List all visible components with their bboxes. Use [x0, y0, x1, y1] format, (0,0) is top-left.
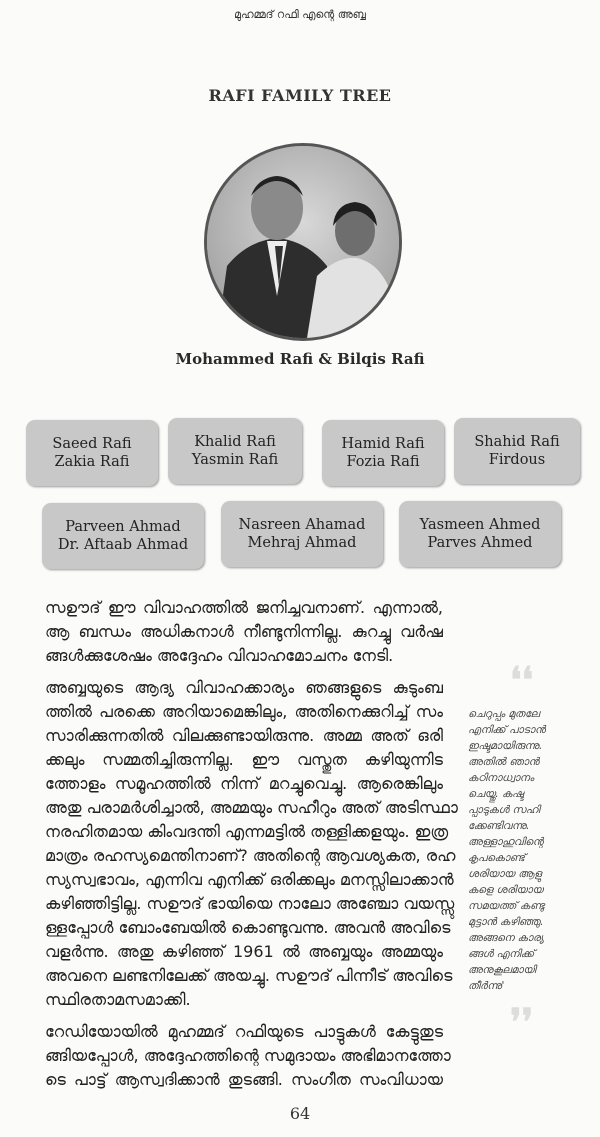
- text-line: ങ്ങിയപ്പോൾ, അദ്ദേഹത്തിന്റെ സമുദായം അഭിമാനത്തോ: [45, 1046, 451, 1065]
- quote-line: അതിൽ ഞാൻ: [468, 756, 540, 768]
- quote-line: അള്ളാഹുവിന്റെ: [468, 836, 544, 848]
- text-line: ത്തിൽ പരക്കെ അറിയാമെങ്കിലും, അതിനെക്കുറിച്ച് സം: [45, 702, 443, 721]
- quote-line: പ്പാടുകൾ സഹി: [468, 804, 540, 816]
- quote-line: എനിക്ക് പാടാൻ: [468, 724, 546, 736]
- photo-caption: Mohammed Rafi & Bilqis Rafi: [175, 350, 425, 368]
- paragraph-3: [45, 1020, 451, 1092]
- text-line: അതു പരാമർശിച്ചാൽ, അമ്മയും സഹീറും അത് അടിസ്ഥാ: [45, 798, 458, 817]
- text-line: സ്യസ്വഭാവം, എന്നിവ എനിക്ക് ഒരിക്കലും മനസ്സിലാക്കാൻ: [45, 870, 454, 889]
- paragraph-1: [45, 596, 443, 668]
- text-line: ങ്ങൾക്കുശേഷം അദ്ദേഹം വിവാഹമോചനം നേടി.: [45, 646, 394, 665]
- family-box-yasmeen: [399, 501, 561, 567]
- text-line: സാരിക്കുന്നതിൽ വിലക്കുണ്ടായിരുന്നു. അമ്മ അത് ഒരി: [45, 726, 443, 745]
- text-line: ആ ബന്ധം അധികനാൾ നീണ്ടുനിന്നില്ല. കുറച്ചു വർഷ: [45, 622, 443, 641]
- quote-line: ക്കേണ്ടിവന്നു.: [468, 820, 530, 832]
- quote-line: ചെയ്തു. കഷ്ട: [468, 788, 524, 800]
- section-title: RAFI FAMILY TREE: [208, 86, 392, 105]
- quote-line: ങ്ങൾ എനിക്ക്: [468, 948, 535, 960]
- quote-line: കൃപകൊണ്ട്: [468, 852, 525, 864]
- quote-line: സമയത്ത് കണ്ടു: [468, 900, 545, 912]
- family-name: Hamid Rafi: [341, 436, 425, 452]
- family-box-saeed: [26, 420, 158, 486]
- pull-quote: [468, 706, 590, 994]
- spouse-name: Zakia Rafi: [54, 454, 130, 470]
- text-line: അബ്ബയുടെ ആദ്യ വിവാഹക്കാര്യം ഞങ്ങളുടെ കുടുംബ: [45, 678, 443, 697]
- text-line: ത്തോളം സമൂഹത്തിൽ നിന്ന് മറച്ചുവെച്ചു. ആരെങ്കിലും: [45, 774, 443, 793]
- quote-line: അനുകൂലമായി: [468, 964, 536, 976]
- quote-line: മുട്ടാൻ കഴിഞ്ഞു.: [468, 916, 544, 928]
- family-name: Parveen Ahmad: [65, 519, 181, 535]
- quote-line: അങ്ങനെ കാര്യ: [468, 932, 544, 944]
- page-number: 64: [289, 1104, 311, 1123]
- text-line: ള്ളപ്പോൾ ബോംബേയിൽ കൊണ്ടുവന്നു. അവൻ അവിടെ: [45, 918, 451, 937]
- quote-line: ചെറുപ്പം മുതലേ: [468, 708, 540, 720]
- text-line: ക്കലും സമ്മതിച്ചിരുന്നില്ല. ഈ വസ്തുത കഴിയുന്നിട: [45, 750, 443, 769]
- body-text: [45, 596, 458, 1100]
- family-name: Shahid Rafi: [474, 434, 560, 450]
- family-name: Khalid Rafi: [194, 434, 276, 450]
- text-line: സ്ഥിരതാമസമാക്കി.: [45, 990, 191, 1009]
- running-header: മുഹമ്മദ് റഫി എന്റെ അബ്ബ: [234, 8, 366, 21]
- quote-line: തീർന്നു': [468, 980, 505, 992]
- spouse-name: Parves Ahmed: [427, 535, 533, 551]
- family-box-khalid: [168, 418, 302, 484]
- text-line: റേഡിയോയിൽ മുഹമ്മദ് റഫിയുടെ പാട്ടുകൾ കേട്ടുതുട: [45, 1022, 443, 1041]
- family-name: Yasmeen Ahmed: [419, 517, 541, 533]
- close-quote-icon: ❜❜: [510, 1001, 534, 1043]
- paragraph-2: [45, 676, 458, 1012]
- family-box-shahid: [454, 418, 580, 484]
- family-name: Nasreen Ahamad: [238, 517, 366, 533]
- text-line: കഴിഞ്ഞിട്ടില്ല. സഊദ് ഭായിയെ നാലോ അഞ്ചോ വയസ്സു: [45, 894, 455, 913]
- text-line: സഊദ് ഈ വിവാഹത്തിൽ ജനിച്ചവനാണ്. എന്നാൽ,: [45, 598, 443, 617]
- spouse-name: Dr. Aftaab Ahmad: [57, 537, 189, 553]
- text-line: ടെ പാട്ട് ആസ്വദിക്കാൻ തുടങ്ങി. സംഗീത സംവിധായ: [45, 1070, 443, 1089]
- quote-line: കളെ ശരിയായ: [468, 884, 544, 896]
- family-box-nasreen: [221, 501, 383, 567]
- quote-line: കഠിനാധ്വാനം: [468, 772, 534, 784]
- text-line: മാത്രം രഹസ്യമെന്തിനാണ്? അതിന്റെ ആവശ്യകത, രഹ: [45, 846, 456, 865]
- family-name: Saeed Rafi: [52, 436, 132, 452]
- spouse-name: Yasmin Rafi: [191, 452, 279, 468]
- family-box-parveen: [42, 503, 204, 569]
- photo-illustration: [207, 146, 399, 338]
- open-quote-icon: ❛❛: [510, 659, 534, 701]
- spouse-name: Firdous: [488, 452, 546, 468]
- quote-line: ഇഷ്ടമായിരുന്നു.: [468, 740, 543, 752]
- text-line: വളർന്നു. അതു കഴിഞ്ഞ് 1961 ൽ അബ്ബയും അമ്മയും: [45, 942, 443, 961]
- text-line: അവനെ ലണ്ടനിലേക്ക് അയച്ചു. സഊദ് പിന്നീട് അവിടെ: [45, 966, 453, 985]
- family-box-hamid: [322, 420, 444, 486]
- quote-line: ശരിയായ ആളു: [468, 868, 542, 880]
- text-line: നരഹിതമായ കിംവദന്തി എന്നമട്ടിൽ തള്ളിക്കളയും. ഇത്ര: [45, 822, 449, 841]
- spouse-name: Fozia Rafi: [346, 454, 420, 470]
- couple-photo: [204, 143, 402, 341]
- spouse-name: Mehraj Ahmad: [247, 535, 357, 551]
